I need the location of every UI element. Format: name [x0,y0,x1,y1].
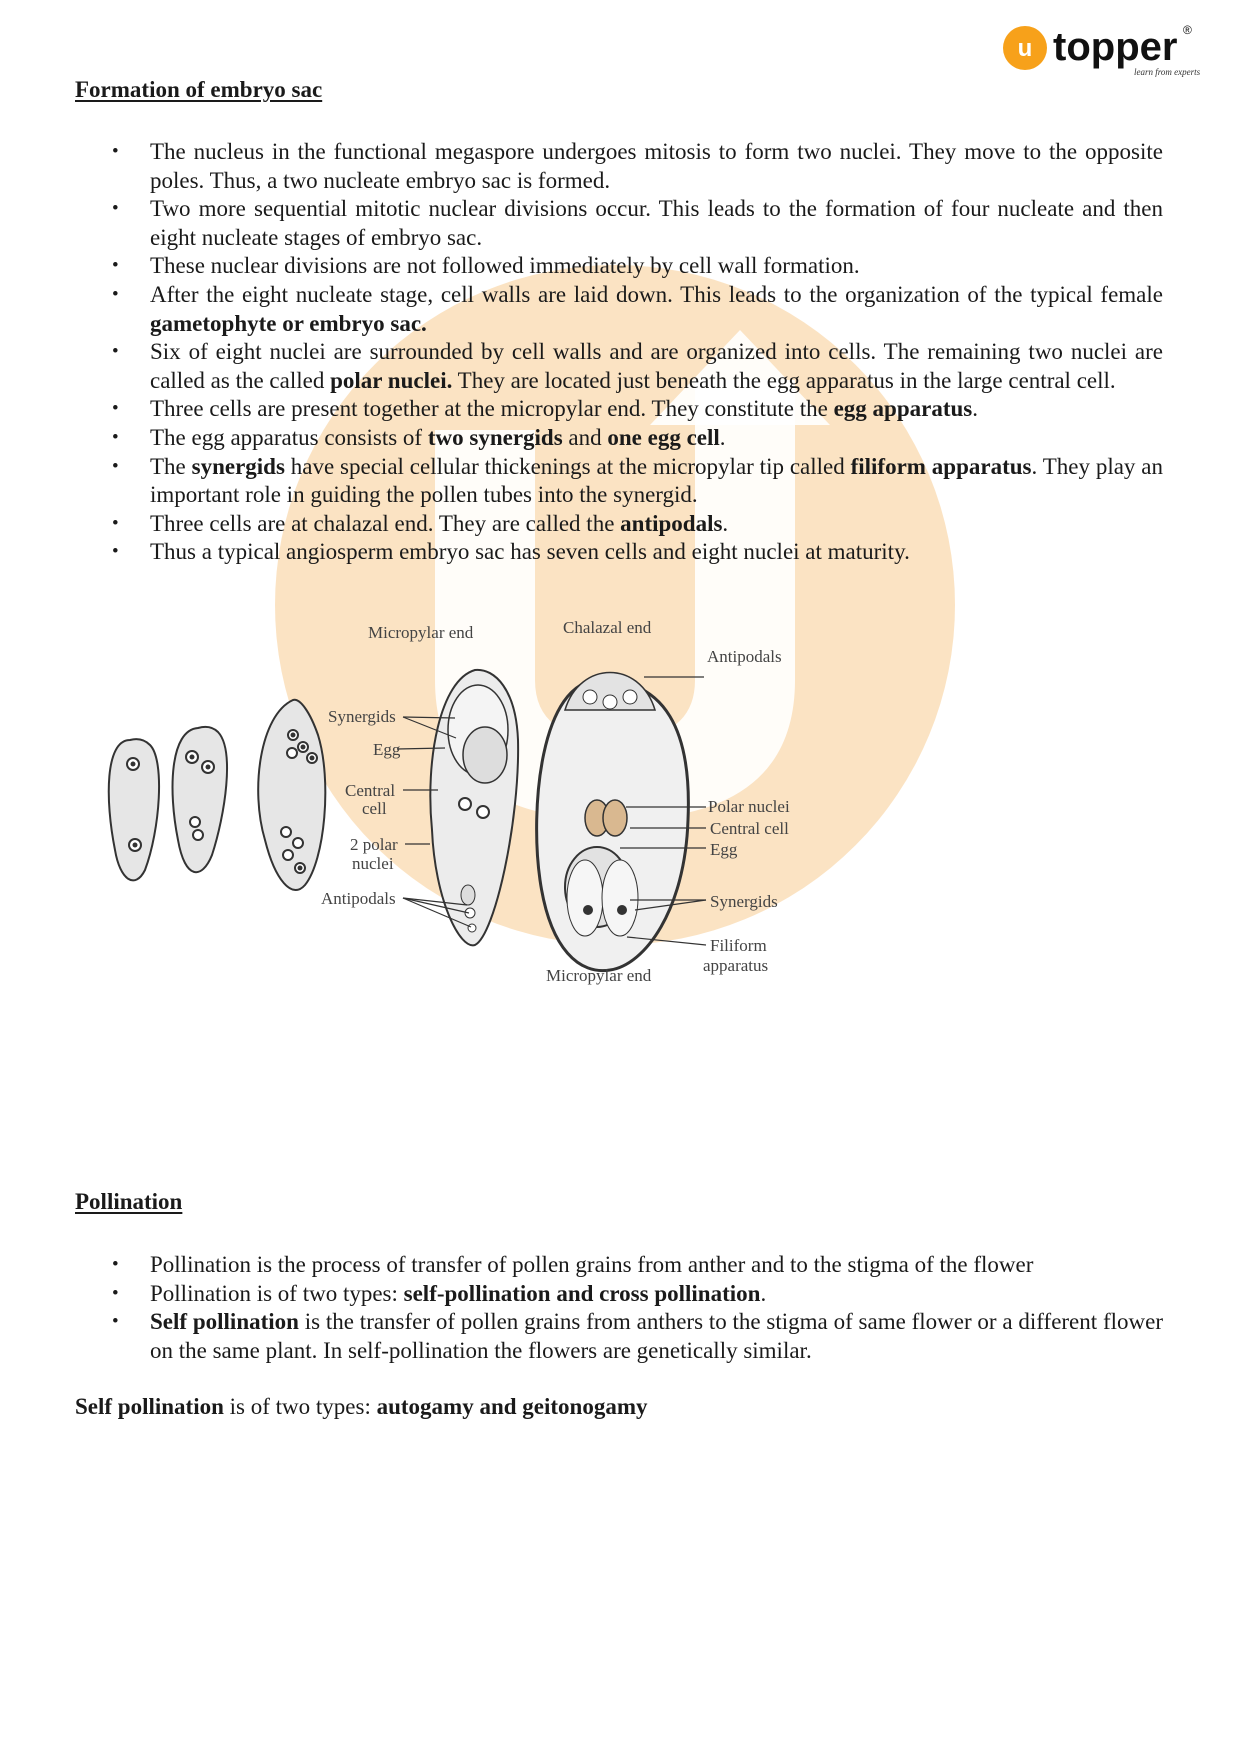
text-run: Three cells are at chalazal end. They are called the [150,510,621,536]
brand-tagline: learn from experts [1134,67,1201,77]
bold-term: gametophyte or embryo sac. [150,310,427,336]
section-heading-pollination: Pollination [75,1189,183,1214]
text-run: is the transfer of pollen grains from anthers to the stigma of same flower or a different flower on the same plant. In self-pollination the flowers are genetically similar. [150,1309,1163,1363]
text-run: Thus a typical angiosperm embryo sac has seven cells and eight nuclei at maturity. [150,539,910,565]
label-antipodals-left: Antipodals [321,889,396,908]
label-filiform-2: apparatus [703,956,769,975]
pollination-bullet-list [150,1251,1163,1365]
text-run: Three cells are present together at the micropylar end. They constitute the [150,396,834,422]
bullet-item [150,510,1163,539]
eight-nucleate-sac [258,700,325,890]
text-run: . [719,424,726,450]
brand-mark-letter: u [1017,35,1033,62]
text-run: have special cellular thickenings at the micropylar tip called [284,453,851,479]
label-central-cell-right: Central cell [710,819,789,838]
text-run: Six of eight nuclei are surrounded by cell walls and are organized into cells. The remaining two nuclei are called as the called [150,339,1163,393]
bullet-item [150,1251,1163,1280]
text-run: is of two types: [223,1394,377,1419]
label-egg-left: Egg [373,740,401,759]
text-run: Pollination is the process of transfer of pollen grains from anther and to the stigma of the flower [150,1252,1034,1277]
brand-name: topper [1053,25,1178,69]
bullet-item [150,338,1163,395]
bold-term: one egg cell [607,424,720,450]
text-run: . [722,510,729,536]
label-antipodals-right: Antipodals [707,647,782,666]
bullet-item [150,281,1163,338]
bullet-item [150,424,1163,453]
bullet-item [150,1280,1163,1309]
label-micropylar-end-top: Micropylar end [368,623,474,642]
bold-term: Self pollination [150,1309,299,1335]
bold-term: polar nuclei. [330,367,453,393]
bullet-item [150,252,1163,281]
embryo-sac-bullet-list [150,138,1163,567]
section-heading-embryo-sac: Formation of embryo sac [75,77,323,102]
label-central-cell-left-1: Central [345,781,396,800]
label-synergids-right: Synergids [710,892,778,911]
text-run: . They play an important role in guiding the pollen tubes into the synergid. [150,453,1163,508]
label-central-cell-left-2: cell [362,799,387,818]
bold-term: filiform apparatus [850,453,1032,479]
label-polar-nuclei-left-1: 2 polar [350,835,398,854]
text-run: The nucleus in the functional megaspore undergoes mitosis to form two nuclei. They move to the opposite poles. Thus, a two nucleate embryo sac is formed. [150,139,1163,193]
bold-term: antipodals [620,510,723,536]
registered-mark: ® [1183,23,1192,37]
label-egg-right: Egg [710,840,738,859]
bullet-item [150,138,1163,195]
self-pollination-types-line [75,1394,648,1420]
bold-term: egg apparatus [833,396,973,422]
bullet-item [150,395,1163,424]
text-run: Two more sequential mitotic nuclear divisions occur. This leads to the formation of four nucleate and then eight nucleate stages of embryo sac. [150,196,1163,250]
text-run: . [760,1280,767,1306]
text-run: . [972,396,978,422]
bold-term: Self pollination [75,1394,224,1419]
text-run: and [562,424,608,450]
text-run: The egg apparatus consists of [150,424,428,450]
text-run: The [150,453,192,479]
embryo-sac-diagram [100,618,920,1110]
label-chalazal-end: Chalazal end [563,618,652,637]
label-synergids-left: Synergids [328,707,396,726]
text-run: After the eight nucleate stage, cell walls are laid down. This leads to the organization of the typical female [150,281,1163,307]
label-filiform-1: Filiform [710,936,767,955]
bullet-item [150,195,1163,252]
bold-term: autogamy and geitonogamy [376,1394,648,1419]
brand-logo [1003,22,1203,82]
bullet-item [150,453,1163,510]
bold-term: synergids [191,453,285,479]
bold-term: two synergids [427,424,563,450]
bullet-item [150,1308,1163,1365]
text-run: Pollination is of two types: [150,1280,404,1306]
label-micropylar-end-bottom: Micropylar end [546,966,652,985]
four-nucleate-sac [173,727,227,872]
text-run: These nuclear divisions are not followed immediately by cell wall formation. [150,253,860,279]
bullet-item [150,538,1163,567]
label-polar-nuclei-right: Polar nuclei [708,797,790,816]
text-run: They are located just beneath the egg apparatus in the large central cell. [452,367,1116,393]
bold-term: self-pollination and cross pollination [403,1280,761,1306]
label-polar-nuclei-left-2: nuclei [352,854,394,873]
